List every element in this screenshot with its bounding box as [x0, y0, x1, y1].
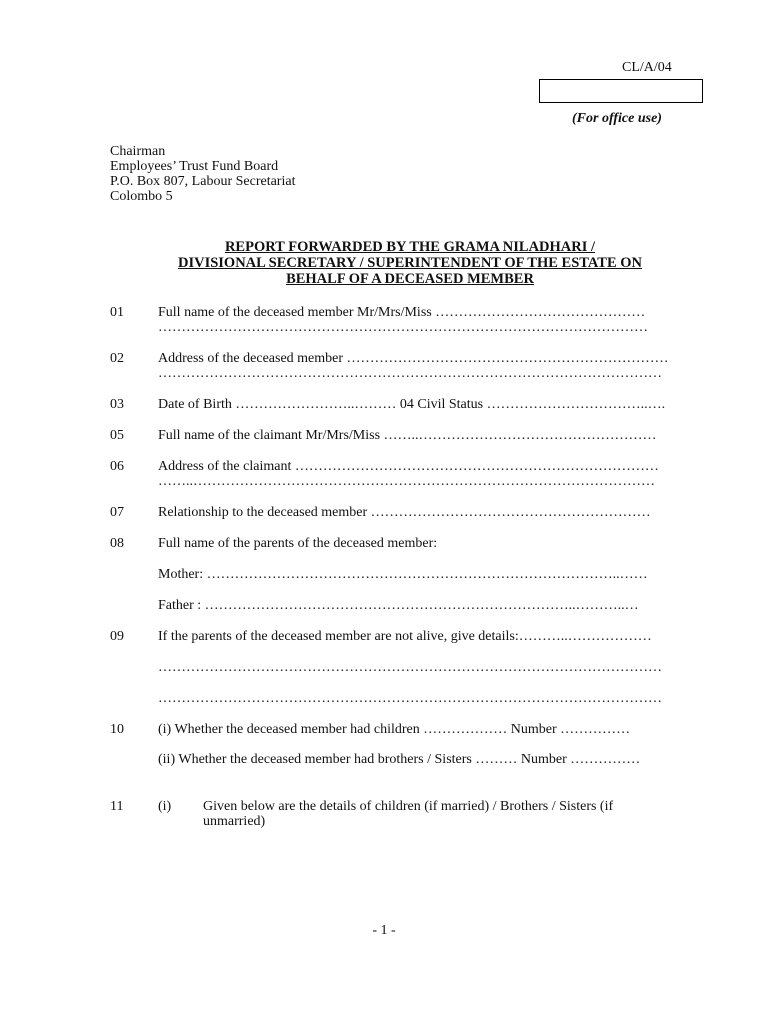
addressee-po-box: P.O. Box 807, Labour Secretariat	[110, 174, 296, 189]
deceased-address-continuation: ………………………………………………………………………………………………	[158, 366, 662, 381]
children-details-instruction-continued: unmarried)	[203, 814, 266, 829]
item-number: 02	[110, 351, 124, 366]
sub-item-label: (i)	[158, 799, 172, 814]
parents-details-line-2: ………………………………………………………………………………………………	[158, 691, 662, 706]
siblings-question: (ii) Whether the deceased member had brothers / Sisters ……… Number ……………	[158, 752, 641, 767]
birth-date-civil-status-field: Date of Birth ……………………..……… 04 Civil Status ……………………………..….	[158, 397, 666, 412]
item-number: 10	[110, 722, 124, 737]
form-reference: CL/A/04	[622, 60, 672, 75]
report-title-line-3: BEHALF OF A DECEASED MEMBER	[286, 271, 534, 287]
deceased-name-continuation: ……………………………………………………………………………………………	[158, 320, 648, 335]
addressee-city: Colombo 5	[110, 189, 173, 204]
deceased-address-field: Address of the deceased member ……………………………………………………………	[158, 351, 669, 366]
item-number: 08	[110, 536, 124, 551]
children-details-instruction: Given below are the details of children (if married) / Brothers / Sisters (if	[203, 799, 614, 814]
item-number: 01	[110, 305, 124, 320]
office-use-box	[539, 79, 703, 103]
claimant-address-field: Address of the claimant ……………………………………………………………………	[158, 459, 659, 474]
report-title-line-1: REPORT FORWARDED BY THE GRAMA NILADHARI /	[224, 239, 596, 255]
page-number: - 1 -	[372, 923, 396, 938]
report-title-line-2: DIVISIONAL SECRETARY / SUPERINTENDENT OF THE ESTATE ON	[177, 255, 642, 271]
mother-name-field: Mother: ……………………………………………………………………………..……	[158, 567, 648, 582]
claimant-name-field: Full name of the claimant Mr/Mrs/Miss ……..……………………………………………	[158, 428, 657, 443]
relationship-field: Relationship to the deceased member ……………………………………………………	[158, 505, 651, 520]
item-number: 11	[110, 799, 124, 814]
deceased-name-field: Full name of the deceased member Mr/Mrs/Miss ………………………………………	[158, 305, 646, 320]
addressee-title: Chairman	[110, 144, 166, 159]
addressee-organisation: Employees’ Trust Fund Board	[110, 159, 279, 174]
item-number: 09	[110, 629, 124, 644]
item-number: 07	[110, 505, 124, 520]
parents-details-line-1: ………………………………………………………………………………………………	[158, 660, 662, 675]
office-use-label: (For office use)	[572, 111, 662, 126]
children-question: (i) Whether the deceased member had children ……………… Number ……………	[158, 722, 631, 737]
father-name-field: Father : ……………………………………………………………………..………..…	[158, 598, 639, 613]
item-number: 03	[110, 397, 124, 412]
parents-details-field: If the parents of the deceased member are not alive, give details:………..………………	[158, 629, 652, 644]
parents-heading: Full name of the parents of the deceased member:	[158, 536, 438, 551]
item-number: 05	[110, 428, 124, 443]
item-number: 06	[110, 459, 124, 474]
claimant-address-continuation: ……..………………………………………………………………………………………	[158, 474, 655, 489]
